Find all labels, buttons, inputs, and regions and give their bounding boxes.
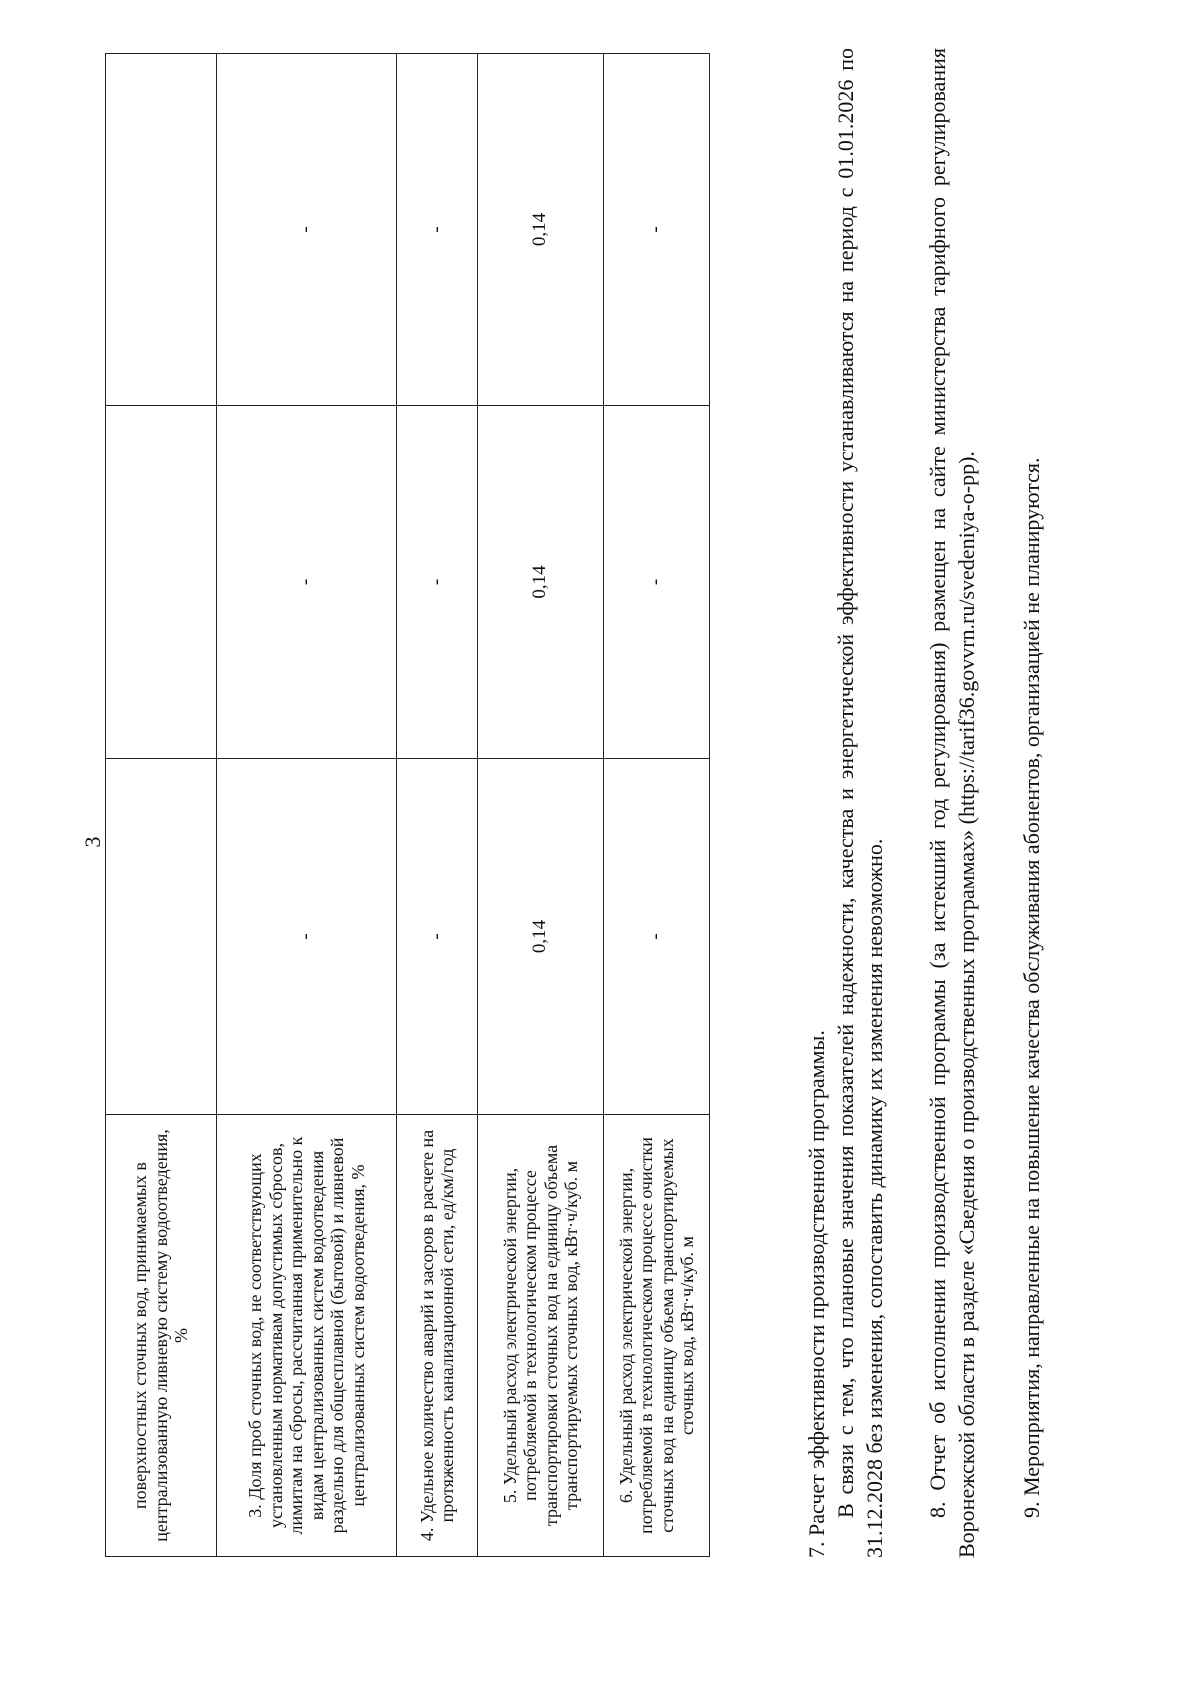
document-body [802,48,1046,1558]
page-number: 3 [80,836,105,848]
indicator-name: 5. Удельный расход электрической энергии, потребляемой в технологическом процессе транспортировки сточных вод на единицу объема транспортируемых сточных вод, кВт·ч/куб. м [478,1115,604,1557]
section-8-body: 8. Отчет об исполнении производственной программы (за истекший год регулирования) размещен на сайте министерства тарифного регулирования Воронежской области в разделе «Сведения о производственных программах» (https://tarif36.govvrn.ru/svedeniya-o-pp). [925,48,979,1558]
indicator-value-2026: 0,14 [478,759,604,1115]
table-row [604,54,710,1557]
indicator-value-2028: - [397,54,478,406]
indicator-name: 4. Удельное количество аварий и засоров в расчете на протяженность канализационной сети, ед/км/год [397,1115,478,1557]
indicator-name: поверхностных сточных вод, принимаемых в централизованную ливневую систему водоотведения, % [106,1115,217,1557]
section-7-title: 7. Расчет эффективности производственной программы. [804,1030,829,1558]
indicator-value-2027: - [397,406,478,759]
indicator-value-2028: - [217,54,397,406]
indicator-name: 3. Доля проб сточных вод, не соответствующих установленным нормативам допустимых сбросов, лимитам на сбросы, рассчитанная применительно к видам централизованных систем водоотведения раздельно для общесплавной (бытовой) и ливневой централизованных систем водоотведения, % [217,1115,397,1557]
indicator-value-2027: - [604,406,710,759]
section-9-body: 9. Мероприятия, направленные на повышение качества обслуживания абонентов, организацией не планируются. [1019,457,1044,1518]
indicator-value-2026: - [217,759,397,1115]
table-row [106,54,217,1557]
table-row [478,54,604,1557]
table-row [397,54,478,1557]
indicator-name: 6. Удельный расход электрической энергии, потребляемой в технологическом процессе очистки сточных вод на единицу объема транспортируемых сточных вод, кВт·ч/куб. м [604,1115,710,1557]
indicators-table [105,53,710,1557]
indicator-value-2028: 0,14 [478,54,604,406]
indicator-value-2028: - [604,54,710,406]
indicator-value-2026: - [397,759,478,1115]
section-7-body: В связи с тем, что плановые значения показателей надежности, качества и энергетической эффективности устанавливаются на период с 01.01.2026 по 31.12.2028 без изменения, сопоставить динамику их изменения невозможно. [833,48,887,1558]
table-row [217,54,397,1557]
indicator-value-2027: 0,14 [478,406,604,759]
indicator-value-2026 [106,759,217,1115]
indicator-value-2027 [106,406,217,759]
indicator-value-2026: - [604,759,710,1115]
indicator-value-2028 [106,54,217,406]
indicator-value-2027: - [217,406,397,759]
